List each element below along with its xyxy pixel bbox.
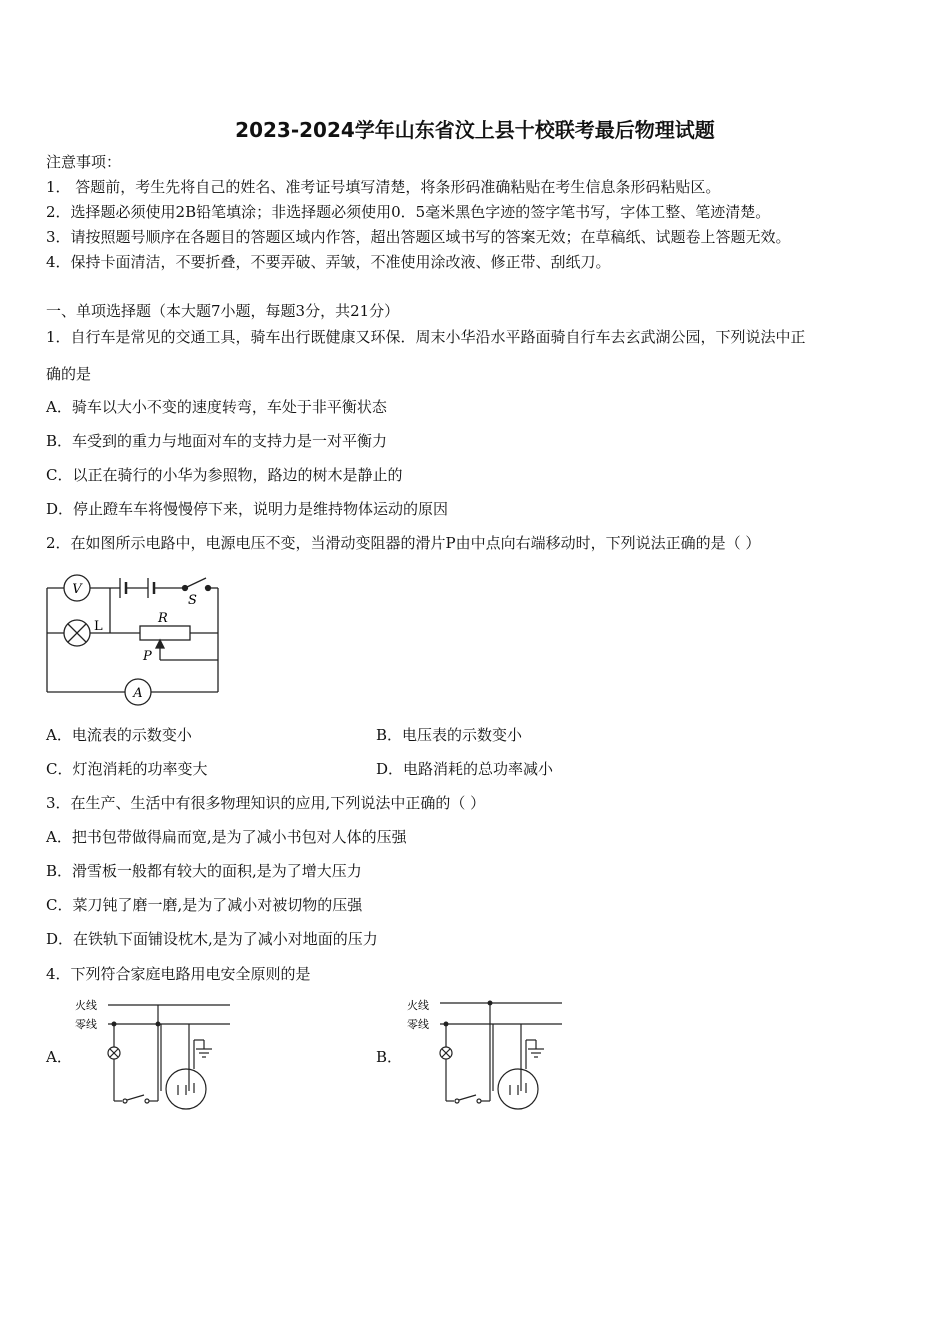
fire-line-label: 火线 <box>75 999 97 1012</box>
q2-option-d: D．电路消耗的总功率减小 <box>376 760 554 778</box>
q3-option-c: C．菜刀钝了磨一磨,是为了减小对被切物的压强 <box>46 896 363 914</box>
q1-option-c: C．以正在骑行的小华为参照物，路边的树木是静止的 <box>46 466 403 484</box>
q3-option-a: A．把书包带做得扁而宽,是为了减小书包对人体的压强 <box>46 828 407 846</box>
q2-option-b: B．电压表的示数变小 <box>376 726 523 744</box>
q4-option-a-label: A． <box>46 1048 72 1066</box>
zero-line-label: 零线 <box>75 1018 97 1031</box>
rheostat-icon <box>140 626 190 640</box>
zero-line-label: 零线 <box>407 1018 429 1031</box>
notice-item: 2．选择题必须使用2B铅笔填涂；非选择题必须使用0．5毫米黑色字迹的签字笔书写，字体工整、笔迹清楚。 <box>46 203 771 221</box>
q1-option-a: A．骑车以大小不变的速度转弯，车处于非平衡状态 <box>46 398 387 416</box>
q3-option-d: D．在铁轨下面铺设枕木,是为了减小对地面的压力 <box>46 930 378 948</box>
slider-label: P <box>143 649 152 664</box>
notice-item: 1． 答题前，考生先将自己的姓名、准考证号填写清楚，将条形码准确粘贴在考生信息条形码粘贴区。 <box>46 178 721 196</box>
q1-option-d: D．停止蹬车车将慢慢停下来，说明力是维持物体运动的原因 <box>46 500 449 518</box>
q2-circuit-diagram <box>40 568 230 708</box>
q3-option-b: B．滑雪板一般都有较大的面积,是为了增大压力 <box>46 862 362 880</box>
notice-heading: 注意事项： <box>46 153 122 171</box>
page-title: 2023-2024学年山东省汶上县十校联考最后物理试题 <box>235 118 715 142</box>
resistor-label: R <box>158 611 168 626</box>
switch-label: S <box>188 593 197 608</box>
q3-stem: 3．在生产、生活中有很多物理知识的应用,下列说法中正确的（ ） <box>46 794 486 812</box>
q2-option-c: C．灯泡消耗的功率变大 <box>46 760 208 778</box>
q1-option-b: B．车受到的重力与地面对车的支持力是一对平衡力 <box>46 432 388 450</box>
fire-line-label: 火线 <box>407 999 429 1012</box>
q1-stem-cont: 确的是 <box>46 365 92 383</box>
q4-diagram-b <box>404 995 564 1115</box>
q4-stem: 4．下列符合家庭电路用电安全原则的是 <box>46 965 311 983</box>
lamp-label: L <box>94 619 103 634</box>
ammeter-label: A <box>133 686 143 701</box>
notice-item: 3．请按照题号顺序在各题目的答题区域内作答，超出答题区域书写的答案无效；在草稿纸、试题卷上答题无效。 <box>46 228 791 246</box>
voltmeter-label: V <box>72 582 82 597</box>
q4-diagram-a <box>72 995 232 1115</box>
q2-stem: 2．在如图所示电路中，电源电压不变，当滑动变阻器的滑片P由中点向右端移动时，下列说法正确的是（ ） <box>46 534 761 552</box>
notice-item: 4．保持卡面清洁，不要折叠，不要弄破、弄皱，不准使用涂改液、修正带、刮纸刀。 <box>46 253 611 271</box>
section-heading: 一、单项选择题（本大题7小题，每题3分，共21分） <box>46 302 400 320</box>
q2-option-a: A．电流表的示数变小 <box>46 726 192 744</box>
q1-stem: 1．自行车是常见的交通工具，骑车出行既健康又环保．周末小华沿水平路面骑自行车去玄武湖公园，下列说法中正 <box>46 328 806 346</box>
q4-option-b-label: B． <box>376 1048 403 1066</box>
